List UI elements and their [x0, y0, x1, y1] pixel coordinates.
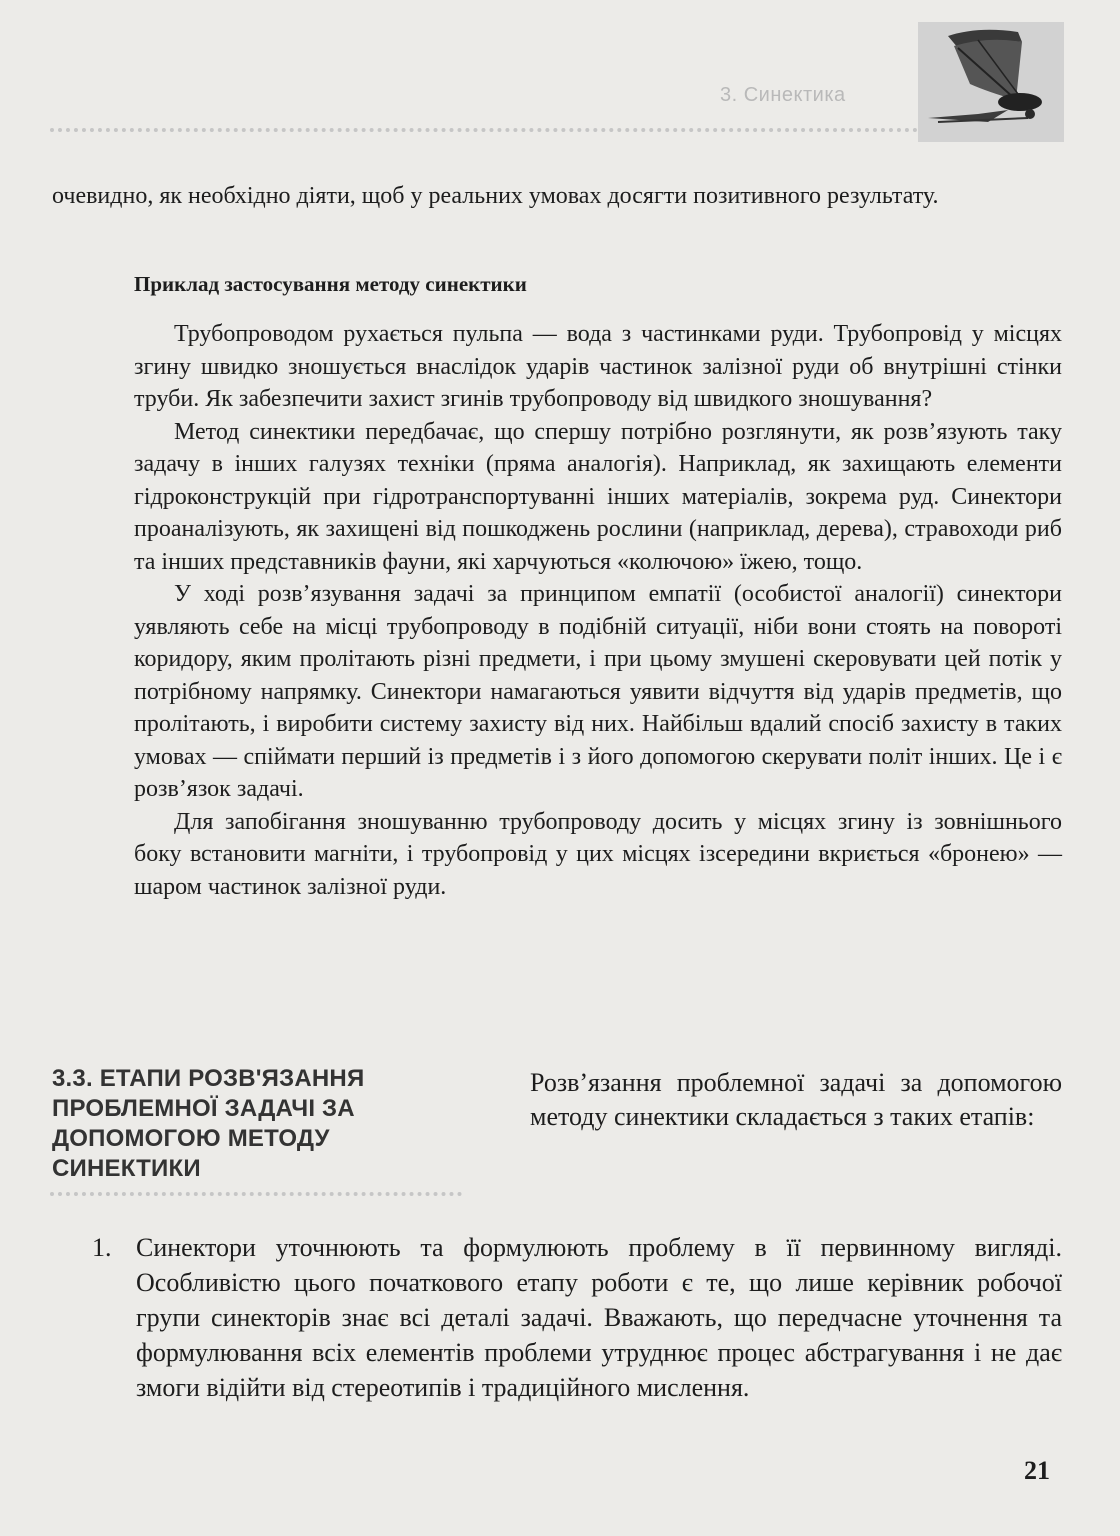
section-divider — [50, 1192, 462, 1196]
page-number: 21 — [1024, 1456, 1050, 1485]
example-paragraph: Для запобігання зношуванню трубопроводу досить у місцях згину із зовнішнього боку встановити магніти, і трубопровід у цих місцях ізсередини вкриється «бронею» — шаром частинок залізної руди. — [134, 808, 1062, 900]
example-body — [134, 318, 1062, 903]
list-item — [92, 1230, 1062, 1405]
example-paragraph: У ході розв’язування задачі за принципом емпатії (особистої аналогії) синектори уявляють себе на місці трубопроводу в подібній ситуації, ніби вони стоять на повороті коридору, яким пролітають різні предмети, і при цьому змушені скеровувати цей потік у потрібному напрямку. Синектори намагаються уявити відчуття від ударів предметів, що пролітають, і виробити систему захисту від них. Найбільш вдалий спосіб захисту в таких умовах — спіймати перший із предметів і з його допомогою скерувати політ інших. Це і є розв’язок задачі. — [134, 581, 1062, 802]
example-heading: Приклад застосування методу синектики — [134, 272, 527, 296]
running-header: 3. Синектика — [720, 84, 846, 106]
step-number: 1. — [92, 1233, 112, 1262]
flying-machine-illustration — [918, 22, 1064, 142]
continuation-paragraph: очевидно, як необхідно діяти, щоб у реальних умовах досягти позитивного результату. — [52, 183, 939, 209]
section-heading: 3.3. ЕТАПИ РОЗВ'ЯЗАННЯ ПРОБЛЕМНОЇ ЗАДАЧІ ЗА ДОПОМОГОЮ МЕТОДУ СИНЕКТИКИ — [52, 1065, 365, 1182]
steps-list — [92, 1230, 1062, 1405]
example-paragraph: Трубопроводом рухається пульпа — вода з частинками руди. Трубопровід у місцях згину швидко зношується внаслідок ударів частинок залізної руди об внутрішні стінки труби. Як забезпечити захист згинів трубопроводу від швидкого зношування? — [134, 321, 1062, 412]
section-intro: Розв’язання проблемної задачі за допомогою методу синектики складається з таких етапів: — [530, 1068, 1062, 1131]
step-text: Синектори уточнюють та формулюють проблему в її первинному вигляді. Особливістю цього початкового етапу роботи є те, що лише керівник робочої групи синекторів знає всі деталі задачі. Вважають, що передчасне уточнення та формулювання всіх елементів проблеми утруднює процес абстрагування і не дає змоги відійти від стереотипів і традиційного мислення. — [136, 1233, 1062, 1402]
header-divider — [50, 128, 918, 132]
flying-machine-drawing — [918, 22, 1064, 142]
example-paragraph: Метод синектики передбачає, що спершу потрібно розглянути, як розв’язують таку задачу в інших галузях техніки (пряма аналогія). Наприклад, як захищають елементи гідроконструкцій при гідротранспортуванні інших матеріалів, зокрема руд. Синектори проаналізують, як захищені від пошкоджень рослини (наприклад, дерева), стравоходи риб та інших представників фауни, які харчуються «колючою» їжею, тощо. — [134, 418, 1062, 575]
